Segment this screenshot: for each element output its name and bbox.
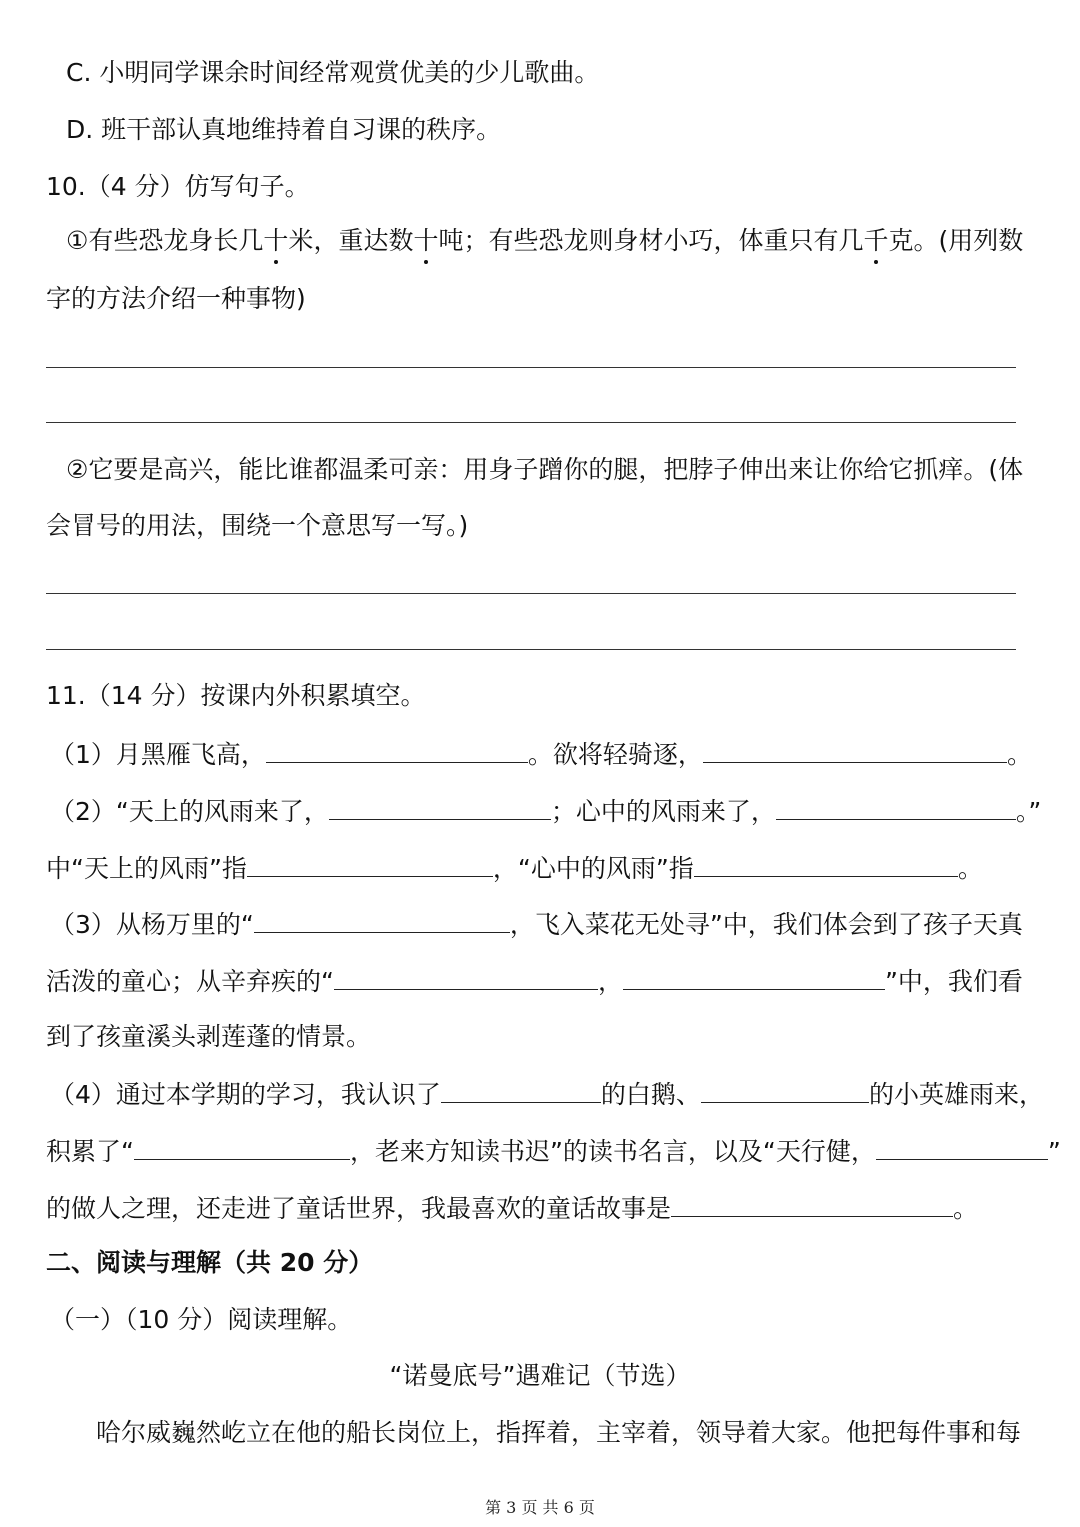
q11-item-3 (50, 906, 1023, 942)
answer-line[interactable] (46, 593, 1016, 594)
q11-item-3-line2 (46, 963, 1023, 999)
text: ，“心中的风雨”指 (492, 854, 694, 883)
emphasis-text: 几千克 (838, 224, 913, 258)
question-11-heading: 11.（14 分）按课内外积累填空。 (46, 681, 426, 710)
emphasis-text: 数十吨 (388, 224, 463, 258)
text: ，重达 (313, 226, 389, 255)
text: 的做人之理，还走进了童话世界，我最喜欢的童话故事是 (46, 1194, 672, 1223)
text: 。” (1015, 797, 1042, 826)
q11-item-2-line2 (46, 850, 983, 886)
text: ①有些恐龙身长 (66, 226, 239, 255)
q11-item-4 (50, 1076, 1044, 1112)
text: ”中，我们看 (884, 967, 1023, 996)
fill-blank[interactable] (701, 1076, 869, 1103)
q11-item-4-line2 (46, 1133, 1061, 1169)
text: 。欲将轻骑逐， (527, 740, 703, 769)
fill-blank[interactable] (266, 736, 528, 763)
text: ，老来方知读书迟”的读书名言，以及“天行健， (349, 1137, 876, 1166)
text: ，飞入菜花无处寻”中，我们体会到了孩子天真 (509, 910, 1023, 939)
fill-blank[interactable] (334, 963, 598, 990)
q10-sentence-1 (66, 224, 1023, 258)
answer-line[interactable] (46, 422, 1016, 423)
passage-paragraph: 哈尔威巍然屹立在他的船长岗位上，指挥着，主宰着，领导着大家。他把每件事和每 (96, 1418, 1022, 1447)
text: 积累了“ (46, 1137, 134, 1166)
page-footer: 第 3 页 共 6 页 (485, 1498, 595, 1517)
q10-sentence-2: ②它要是高兴，能比谁都温柔可亲：用身子蹭你的腿，把脖子伸出来让你给它抓痒。(体 (66, 455, 1024, 484)
emphasis-text: 几十米 (238, 224, 313, 258)
text: ” (1047, 1137, 1061, 1166)
fill-blank[interactable] (247, 850, 493, 877)
q11-item-1 (50, 736, 1032, 772)
fill-blank[interactable] (703, 736, 1007, 763)
q10-sentence-2-line2: 会冒号的用法，围绕一个意思写一写。) (46, 511, 469, 540)
fill-blank[interactable] (254, 906, 510, 933)
fill-blank[interactable] (623, 963, 885, 990)
fill-blank[interactable] (876, 1133, 1048, 1160)
text: （2）“天上的风雨来了， (50, 797, 329, 826)
fill-blank[interactable] (776, 793, 1016, 820)
answer-line[interactable] (46, 649, 1016, 650)
q11-item-4-line3 (46, 1190, 978, 1226)
fill-blank[interactable] (671, 1190, 953, 1217)
text: 。(用列数 (913, 226, 1024, 255)
text: 活泼的童心；从辛弃疾的“ (46, 967, 334, 996)
text: ， (597, 967, 623, 996)
text: 。 (953, 1194, 979, 1223)
fill-blank[interactable] (694, 850, 958, 877)
text: 的白鹅、 (600, 1080, 701, 1109)
text: ；有些恐龙则身材小巧，体重只有 (463, 226, 839, 255)
passage-title: “诺曼底号”遇难记（节选） (389, 1361, 691, 1390)
text: （1）月黑雁飞高， (50, 740, 266, 769)
option-c: C. 小明同学课余时间经常观赏优美的少儿歌曲。 (66, 58, 600, 87)
q11-item-2 (50, 793, 1041, 829)
q10-sentence-1-line2: 字的方法介绍一种事物) (46, 284, 306, 313)
option-d: D. 班干部认真地维持着自习课的秩序。 (66, 115, 502, 144)
text: （4）通过本学期的学习，我认识了 (50, 1080, 441, 1109)
text: 。 (1006, 740, 1032, 769)
text: 。 (957, 854, 983, 883)
text: 中“天上的风雨”指 (46, 854, 247, 883)
fill-blank[interactable] (441, 1076, 601, 1103)
text: ；心中的风雨来了， (550, 797, 776, 826)
answer-line[interactable] (46, 367, 1016, 368)
section-2-heading: 二、阅读与理解（共 20 分） (46, 1248, 374, 1277)
section-2-subheading: （一）（10 分）阅读理解。 (50, 1305, 353, 1334)
text: （3）从杨万里的“ (50, 910, 254, 939)
q11-item-3-line3: 到了孩童溪头剥莲蓬的情景。 (46, 1022, 372, 1051)
text: 的小英雄雨来， (868, 1080, 1044, 1109)
question-10-heading: 10.（4 分）仿写句子。 (46, 172, 310, 201)
fill-blank[interactable] (329, 793, 551, 820)
fill-blank[interactable] (134, 1133, 350, 1160)
